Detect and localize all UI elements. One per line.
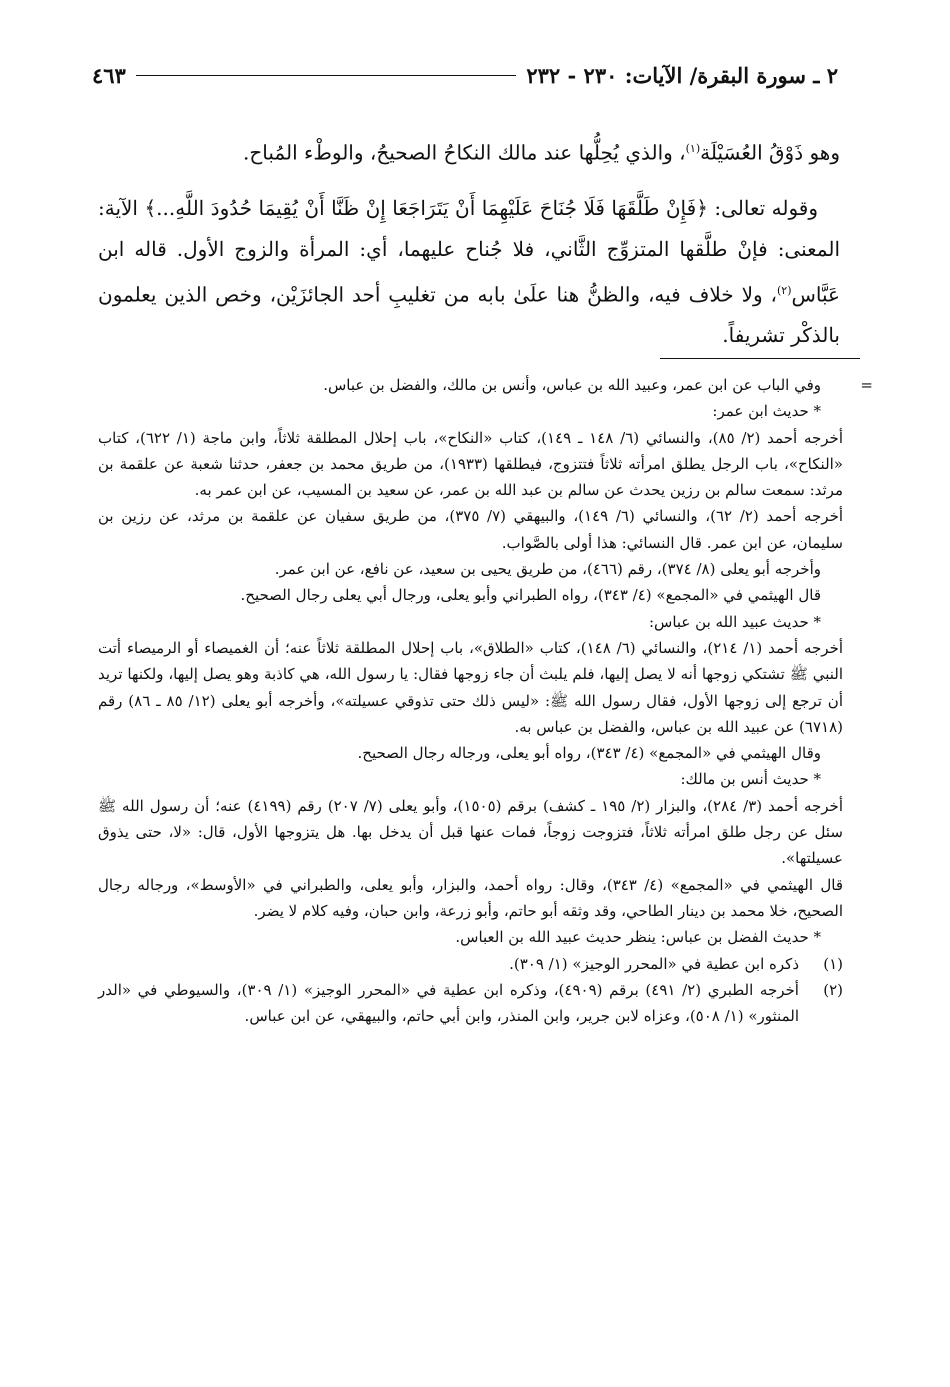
note-line: وأخرجه أبو يعلى (٨/ ٣٧٤)، رقم (٤٦٦)، من طريق يحيى بن سعيد، عن نافع، عن ابن عمر. xyxy=(274,560,821,579)
running-header xyxy=(92,58,838,92)
footnote-ref-1[interactable]: (١) xyxy=(685,142,701,155)
footnote-separator xyxy=(660,358,860,359)
note-continuation-line xyxy=(98,372,873,398)
main-text-segment: وهو ذَوْقُ العُسَيْلَة xyxy=(700,140,840,165)
main-text-segment: ، ولا خلاف فيه، والظنُّ هنا علَىٰ بابه من تغليبِ أحد الجائزَيْن، وخص الذين يعلمون بالذكْر تشريفاً. xyxy=(98,282,840,348)
footnote-text: ذكره ابن عطية في «المحرر الوجيز» (١/ ٣٠٩). xyxy=(509,954,799,973)
footnotes-area xyxy=(98,372,873,1029)
note-heading: * حديث أنس بن مالك: xyxy=(680,770,821,789)
main-text xyxy=(98,128,840,356)
note-text: وفي الباب عن ابن عمر، وعبيد الله بن عباس، وأنس بن مالك، والفضل بن عباس. xyxy=(323,376,821,394)
note-line: قال الهيثمي في «المجمع» (٤/ ٣٤٣)، رواه الطبراني وأبو يعلى، ورجال أبي يعلى رجال الصحيح. xyxy=(240,586,821,605)
header-rule xyxy=(136,75,517,76)
footnote-text: أخرجه الطبري (٢/ ٤٩١) برقم (٤٩٠٩)، وذكره ابن عطية في «المحرر الوجيز» (١/ ٣٠٩)، والسيوطي في «الدر المنثور» (١/ ٥٠٨)، وعزاه لابن جرير، وابن المنذر، وابن أبي حاتم، والبيهقي، عن ابن عباس. xyxy=(98,980,799,1026)
note-heading: * حديث عبيد الله بن عباس: xyxy=(648,612,821,631)
running-title: ٢ ـ سورة البقرة/ الآيات: ٢٣٠ - ٢٣٢ xyxy=(526,62,838,88)
footnote-number: (٢) xyxy=(823,980,843,999)
continuation-mark: = xyxy=(860,376,873,394)
footnote-ref-2[interactable]: (٢) xyxy=(777,283,792,297)
main-paragraph-1 xyxy=(98,128,840,174)
note-line: أخرجه أحمد (٣/ ٢٨٤)، والبزار (٢/ ١٩٥ ـ كشف) برقم (١٥٠٥)، وأبو يعلى (٧/ ٢٠٧) رقم (٤١٩٩) عنه؛ أن رسول الله ﷺ سئل عن رجل طلق امرأته ثلاثاً، فتزوجت زوجاً، فمات عنها قبل أن يدخل بها. هل يتزوجها الأول، قال: «لا، حتى يذوق عسيلتها». xyxy=(98,796,843,868)
footnote-2 xyxy=(98,977,843,1030)
main-paragraph-2 xyxy=(98,188,840,357)
note-line: أخرجه أحمد (٢/ ٨٥)، والنسائي (٦/ ١٤٨ ـ ١٤٩)، كتاب «النكاح»، باب إحلال المطلقة ثلاثاً، وابن ماجة (١/ ٦٢٢)، كتاب «النكاح»، باب الرجل يطلق امرأته ثلاثاً فتتزوج، فيطلقها (١٩٣٣)، من طريق محمد بن جعفر، حدثنا شعبة عن علقمة بن مرثد: سمعت سالم بن رزين يحدث عن سالم بن عبد الله بن عمر، عن سعيد بن المسيب، عن ابن عمر به. xyxy=(98,428,843,500)
note-line: أخرجه أحمد (١/ ٢١٤)، والنسائي (٦/ ١٤٨)، كتاب «الطلاق»، باب إحلال المطلقة ثلاثاً عنه؛ أن الغميصاء أو الرميصاء أتت النبي ﷺ تشتكي زوجها أنه لا يصل إليها، فلم يلبث أن جاء زوجها فقال: يا رسول الله، هي كاذبة وهو يصل إليها، ولكنها تريد أن ترجع إلى زوجها الأول، فقال رسول الله ﷺ: «ليس ذلك حتى تذوقي عسيلته»، وأخرجه أبو يعلى (١٢/ ٨٥ ـ ٨٦) رقم (٦٧١٨) عن عبيد الله بن عباس، والفضل بن عباس به. xyxy=(98,638,844,736)
note-heading: * حديث الفضل بن عباس: ينظر حديث عبيد الله بن العباس. xyxy=(455,928,821,947)
note-line: وقال الهيثمي في «المجمع» (٤/ ٣٤٣)، رواه أبو يعلى، ورجاله رجال الصحيح. xyxy=(357,744,821,763)
note-heading: * حديث ابن عمر: xyxy=(712,402,821,421)
main-text-segment: ، والذي يُحِلُّها عند مالك النكاحُ الصحيحُ، والوطْء المُباح. xyxy=(243,140,686,165)
page-number: ٤٦٣ xyxy=(92,62,126,88)
main-text-segment: وقوله تعالى: ﴿فَإِنْ طَلَّقَهَا فَلَا جُنَاحَ عَلَيْهِمَا أَنْ يَتَرَاجَعَا إِنْ ظَنَّا أَنْ يُقِيمَا حُدُودَ اللَّهِ...﴾ الآية: المعنى: فإنْ طلَّقها المتزوِّج الثَّاني، فلا جُناح عليهما، أي: المرأة والزوج الأول. قاله ابن عَبَّاس xyxy=(98,195,840,307)
footnote-number: (١) xyxy=(823,954,843,973)
footnote-1 xyxy=(98,951,843,977)
note-line: أخرجه أحمد (٢/ ٦٢)، والنسائي (٦/ ١٤٩)، والبيهقي (٧/ ٣٧٥)، من طريق سفيان عن علقمة بن مرثد، عن رزين بن سليمان، عن ابن عمر. قال النسائي: هذا أولى بالصَّواب. xyxy=(98,507,844,552)
note-line: قال الهيثمي في «المجمع» (٤/ ٣٤٣)، وقال: رواه أحمد، والبزار، وأبو يعلى، والطبراني في «الأوسط»، ورجاله رجال الصحيح، خلا محمد بن دينار الطاحي، وقد وثقه أبو حاتم، وأبو زرعة، وابن حبان، وفيه كلام لا يضر. xyxy=(98,875,844,920)
